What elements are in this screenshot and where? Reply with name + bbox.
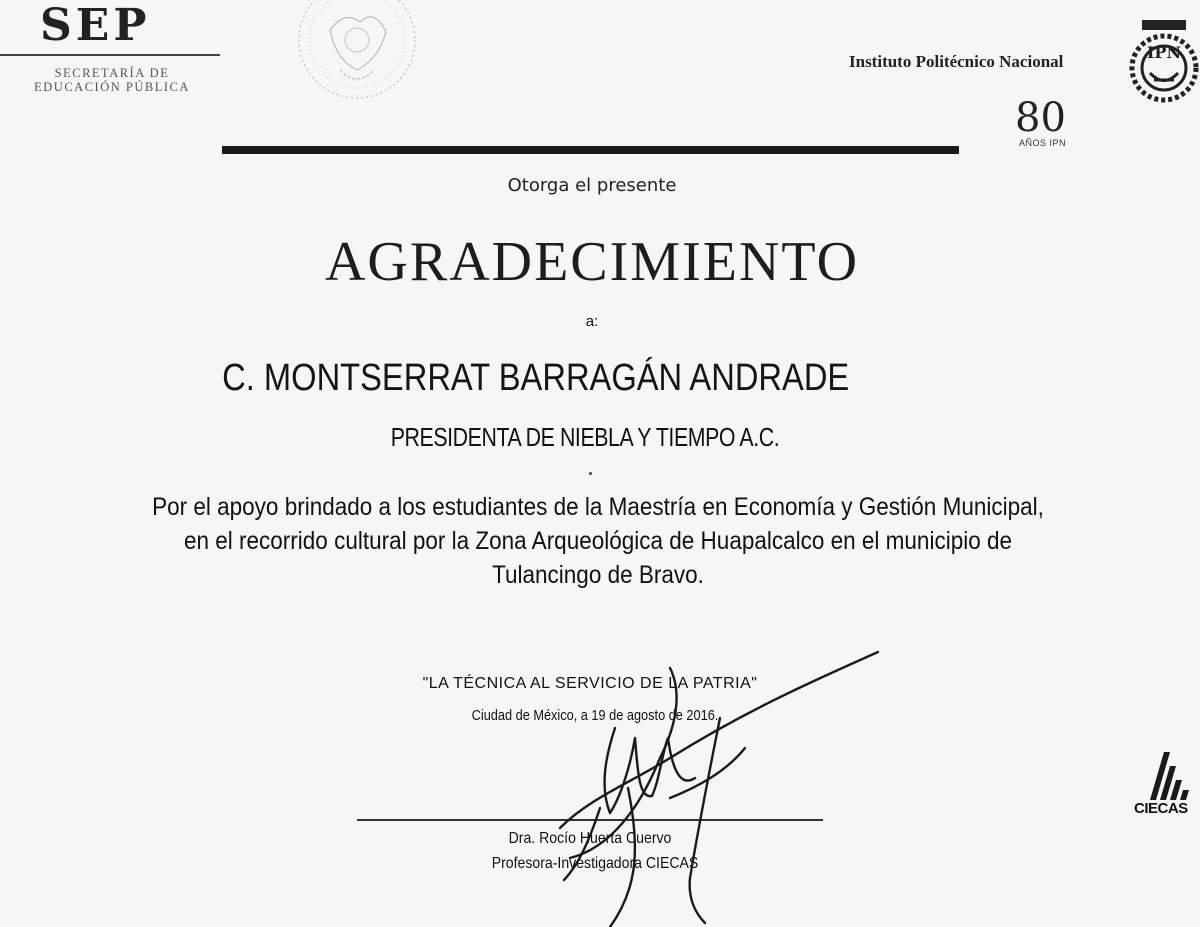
intro-text: Otorga el presente <box>507 175 677 196</box>
certificate-title: AGRADECIMIENTO <box>324 231 860 293</box>
ipn-80-anniversary-badge <box>1015 96 1095 156</box>
ciecas-label: CIECAS <box>1134 800 1188 817</box>
recipient-name: C. MONTSERRAT BARRAGÁN ANDRADE <box>222 357 850 399</box>
mexican-coat-of-arms-seal-icon <box>290 0 425 104</box>
signer-role: Profesora-Investigadora CIECAS <box>491 855 699 872</box>
header-rule <box>222 146 959 154</box>
signer-name: Dra. Rocío Huerta Cuervo <box>508 830 672 847</box>
body-line: Tulancingo de Bravo. <box>492 561 704 589</box>
place-date: Ciudad de México, a 19 de agosto de 2016. <box>471 707 719 724</box>
motto: "LA TÉCNICA AL SERVICIO DE LA PATRIA" <box>422 675 758 692</box>
sep-subtitle: SECRETARÍA DE EDUCACIÓN PÚBLICA <box>34 66 190 94</box>
svg-text:IPN: IPN <box>1146 43 1182 62</box>
body-line: en el recorrido cultural por la Zona Arqueológica de Huapalcalco en el municipio de <box>184 527 1013 555</box>
acknowledgement-text <box>123 490 1073 592</box>
speck <box>589 472 592 475</box>
recipient-role: PRESIDENTA DE NIEBLA Y TIEMPO A.C. <box>390 422 780 452</box>
to-label: a: <box>585 313 599 330</box>
ipn-name: Instituto Politécnico Nacional <box>849 52 1064 71</box>
sep-divider <box>0 54 220 56</box>
sep-logo: SEP <box>40 0 151 51</box>
ipn-emblem-icon <box>1128 18 1200 118</box>
body-line: Por el apoyo brindado a los estudiantes de la Maestría en Economía y Gestión Municipal, <box>152 493 1044 521</box>
anniversary-label: AÑOS IPN <box>1019 138 1067 148</box>
anniversary-number: 80 <box>1015 95 1066 141</box>
handwritten-signature-icon <box>520 648 890 927</box>
ciecas-logo-icon <box>1136 748 1194 800</box>
